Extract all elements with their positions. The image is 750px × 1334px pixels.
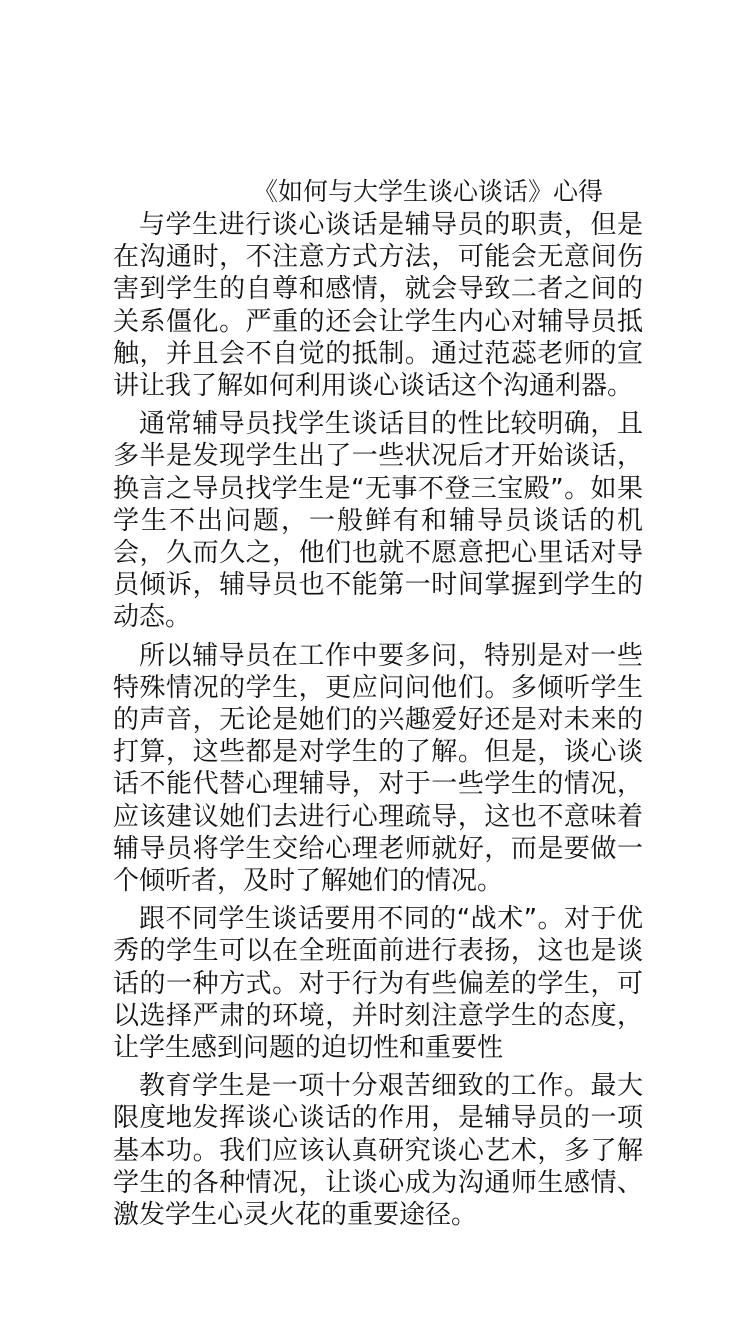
document-body [113, 175, 643, 1231]
paragraph-4: 跟不同学生谈话要用不同的“战术”。对于优秀的学生可以在全班面前进行表扬，这也是谈话的一种方式。对于行为有些偏差的学生，可以选择严肃的环境，并时刻注意学生的态度，让学生感到问题的迫切性和重要性 [113, 904, 643, 1064]
paragraph-5: 教育学生是一项十分艰苦细致的工作。最大限度地发挥谈心谈话的作用，是辅导员的一项基本功。我们应该认真研究谈心艺术，多了解学生的各种情况，让谈心成为沟通师生感情、激发学生心灵火花的重要途径。 [113, 1071, 643, 1231]
paragraph-2: 通常辅导员找学生谈话目的性比较明确，且多半是发现学生出了一些状况后才开始谈话，换言之导员找学生是“无事不登三宝殿”。如果学生不出问题，一般鲜有和辅导员谈话的机会，久而久之，他们也就不愿意把心里话对导员倾诉，辅导员也不能第一时间掌握到学生的动态。 [113, 409, 643, 633]
paragraph-1: 与学生进行谈心谈话是辅导员的职责，但是在沟通时，不注意方式方法，可能会无意间伤害到学生的自尊和感情，就会导致二者之间的关系僵化。严重的还会让学生内心对辅导员抵触，并且会不自觉的抵制。通过范蕊老师的宣讲让我了解如何利用谈心谈话这个沟通利器。 [113, 210, 643, 402]
paragraph-3: 所以辅导员在工作中要多问，特别是对一些特殊情况的学生，更应问问他们。多倾听学生的声音，无论是她们的兴趣爱好还是对未来的打算，这些都是对学生的了解。但是，谈心谈话不能代替心理辅导，对于一些学生的情况，应该建议她们去进行心理疏导，这也不意味着辅导员将学生交给心理老师就好，而是要做一个倾听者，及时了解她们的情况。 [113, 640, 643, 897]
document-title: 《如何与大学生谈心谈话》心得 [253, 177, 604, 206]
